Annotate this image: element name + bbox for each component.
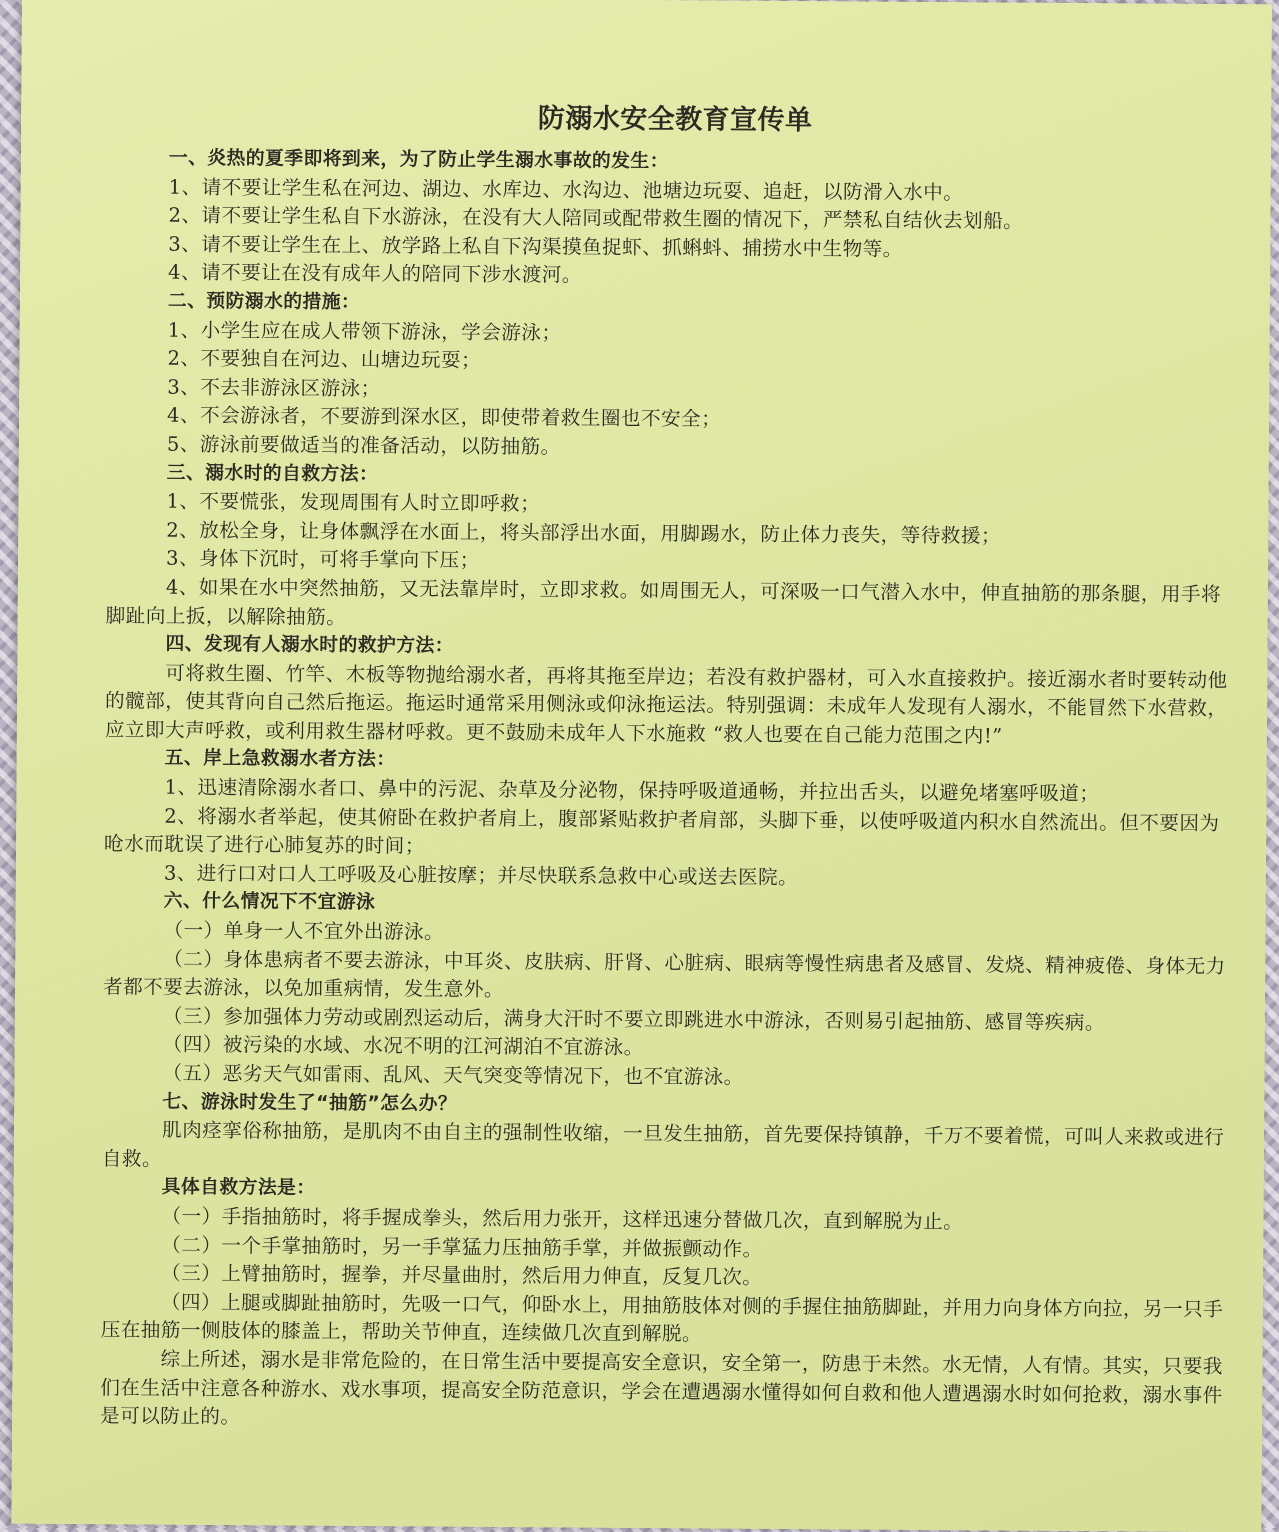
section-heading: 七、游泳时发生了“抽筋”怎么办？ <box>162 1091 458 1115</box>
paragraph: （四）被污染的水域、水况不明的江河湖泊不宜游泳。 <box>162 1033 644 1060</box>
paragraph: 综上所述，溺水是非常危险的，在日常生活中要提高安全意识，安全第一，防患于未然。水无情，人有情。其实，只要我们在生活中注意各种游水、戏水事项，提高安全防范意识，学会在遭遇溺水懂得如何自救和他人遭遇溺水时如何抢救，溺水事件是可以防止的。 <box>100 1347 1223 1429</box>
paragraph: （五）恶劣天气如雷雨、乱风、天气突变等情况下，也不宜游泳。 <box>162 1061 744 1089</box>
flyer-title: 防溺水安全教育宣传单 <box>537 103 813 137</box>
flyer-paper <box>11 0 1272 1532</box>
list-item: 3、身体下沉时，可将手掌向下压； <box>166 546 480 573</box>
paragraph: （二）身体患病者不要去游泳，中耳炎、皮肤病、肝肾、心脏病、眼病等慢性病患者及感冒、发烧、精神疲倦、身体无力者都不要去游泳，以免加重病情，发生意外。 <box>103 947 1226 1002</box>
section-heading: 具体自救方法是： <box>161 1177 316 1200</box>
paragraph: 肌肉痉挛俗称抽筋，是肌肉不由自主的强制性收缩，一旦发生抽筋，首先要保持镇静，千万不要着慌，可叫人来救或进行自救。 <box>101 1118 1225 1171</box>
section-heading: 六、什么情况下不宜游泳 <box>163 891 376 914</box>
paragraph: 3、进行口对口人工呼吸及心脏按摩；并尽快联系急救中心或送去医院。 <box>163 861 799 889</box>
section-heading: 一、炎热的夏季即将到来，为了防止学生溺水事故的发生： <box>168 147 669 173</box>
section-heading: 四、发现有人溺水时的救护方法： <box>165 633 455 657</box>
paragraph: 可将救生圈、竹竿、木板等物抛给溺水者，再将其拖至岸边；若没有救护器材，可入水直接救护。接近溺水者时要转动他的髋部，使其背向自己然后拖运。拖运时通常采用侧泳或仰泳拖运法。特别强调：未成年人发现有人溺水，不能冒然下水营救，应立即大声呼救，或利用救生器材呼救。更不鼓励未成年人下水施救 “救人也要在自己能力范围之内!” <box>104 661 1228 748</box>
paragraph: 4、如果在水中突然抽筋，又无法靠岸时，立即求救。如周围无人，可深吸一口气潜入水中，伸直抽筋的那条腿，用手将脚趾向上扳，以解除抽筋。 <box>105 575 1222 629</box>
paragraph: （三）上臂抽筋时，握拳，并尽量曲肘，然后用力伸直，反复几次。 <box>161 1261 763 1289</box>
list-item: 1、请不要让学生私在河边、湖边、水库边、水沟边、池塘边玩耍、追赶，以防滑入水中。 <box>168 175 964 204</box>
paragraph: （四）上腿或脚趾抽筋时，先吸一口气，仰卧水上，用抽筋肢体对侧的手握住抽筋脚趾，并用力向身体方向拉，另一只手压在抽筋一侧肢体的膝盖上，帮助关节伸直，连续做几次直到解脱。 <box>100 1290 1224 1346</box>
list-item: 2、请不要让学生私自下水游泳，在没有大人陪同或配带救生圈的情况下，严禁私自结伙去划船。 <box>168 203 1024 233</box>
list-item: 2、不要独自在河边、山塘边玩耍； <box>167 346 482 373</box>
list-item: 3、请不要让学生在上、放学路上私自下沟渠摸鱼捉虾、抓蝌蚪、捕捞水中生物等。 <box>168 232 903 261</box>
paragraph: （一）单身一人不宜外出游泳。 <box>163 918 445 944</box>
list-item: 5、游泳前要做适当的准备活动，以防抽筋。 <box>166 432 561 459</box>
flyer-content <box>100 96 1241 1439</box>
section-heading: 三、溺水时的自救方法： <box>166 462 379 485</box>
paragraph: 1、迅速清除溺水者口、鼻中的污泥、杂草及分泌物，保持呼吸道通畅，并拉出舌头，以避免堵塞呼吸道； <box>164 775 1100 806</box>
paragraph: （三）参加强体力劳动或剧烈运动后，满身大汗时不要立即跳进水中游泳，否则易引起抽筋、感冒等疾病。 <box>162 1004 1106 1035</box>
list-item: 1、不要慌张，发现周围有人时立即呼救； <box>166 489 541 516</box>
paragraph: （一）手指抽筋时，将手握成拳头，然后用力张开，这样迅速分替做几次，直到解脱为止。 <box>161 1204 964 1234</box>
list-item: 1、小学生应在成人带领下游泳，学会游泳； <box>167 318 562 344</box>
list-item: 4、不会游泳者，不要游到深水区，即使带着救生圈也不安全； <box>167 404 722 431</box>
list-item: 3、不去非游泳区游泳； <box>167 375 381 400</box>
paragraph: （二）一个手掌抽筋时，另一手掌猛力压抽筋手掌，并做振颤动作。 <box>161 1233 763 1261</box>
section-heading: 五、岸上急救溺水者方法： <box>164 748 396 771</box>
section-heading: 二、预防溺水的措施： <box>167 290 361 313</box>
paragraph: 2、将溺水者举起，使其俯卧在救护者肩上，腹部紧贴救护者肩部，头脚下垂，以使呼吸道内积水自然流出。但不要因为呛水而耽误了进行心肺复苏的时间； <box>104 804 1220 858</box>
list-item: 4、请不要让在没有成年人的陪同下涉水渡河。 <box>168 261 582 287</box>
list-item: 2、放松全身，让身体飘浮在水面上，将头部浮出水面，用脚踢水，防止体力丧失，等待救援； <box>166 518 1002 548</box>
